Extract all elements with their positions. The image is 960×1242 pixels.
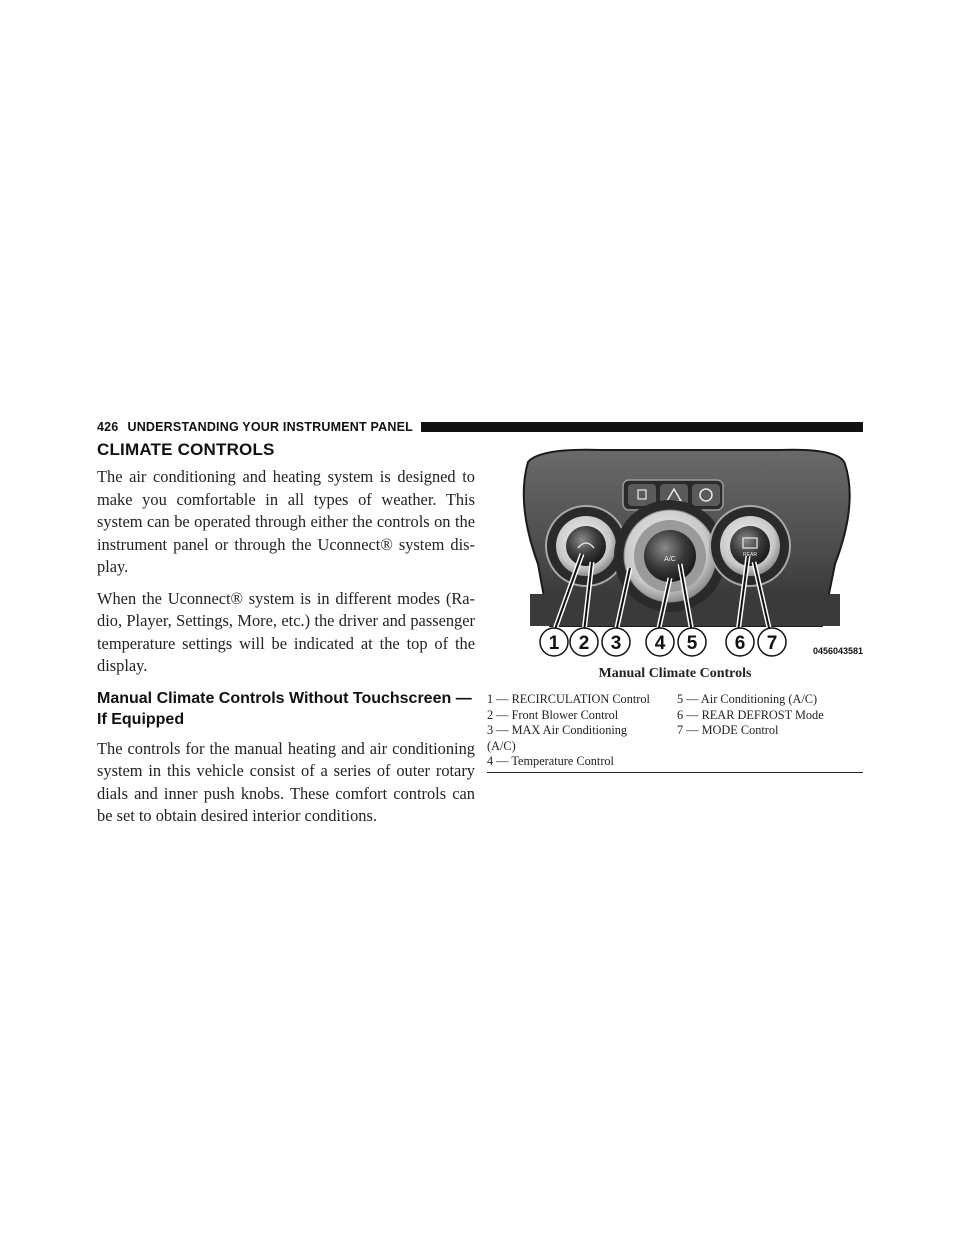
running-header-title: UNDERSTANDING YOUR INSTRUMENT PANEL	[127, 420, 413, 434]
legend-item: 4 — Temperature Control	[487, 754, 614, 768]
subsection-title-line1: Manual Climate Controls Without Touchscreen —	[97, 689, 472, 707]
legend-item: (A/C)	[487, 738, 516, 753]
paragraph-intro: The air conditioning and heating system is designed to make you comfortable in all types of weather. This system can be operated through either the controls on the instrument panel or through the Uconnect® system dis-play.	[97, 467, 475, 576]
callout-3: 3	[610, 633, 622, 654]
figure-caption: Manual Climate Controls	[598, 666, 752, 681]
main-text-column	[97, 440, 475, 837]
climate-controls-illustration	[510, 444, 865, 662]
callout-6: 6	[734, 633, 746, 654]
callout-7: 7	[766, 633, 778, 654]
page-number: 426	[97, 420, 119, 434]
callout-5: 5	[686, 633, 698, 654]
legend-item: 5 — Air Conditioning (A/C)	[677, 692, 818, 706]
legend-column-left	[487, 692, 677, 770]
paragraph-uconnect: When the Uconnect® system is in different modes (Ra-dio, Player, Settings, More, etc.) the driver and passenger temperature settings will be indicated at the top of the display.	[97, 588, 475, 675]
legend-item: 2 — Front Blower Control	[487, 707, 619, 722]
subsection-title	[97, 688, 475, 730]
header-rule	[421, 422, 863, 432]
section-title: CLIMATE CONTROLS	[97, 440, 275, 459]
subsection-title-line2: If Equipped	[97, 710, 185, 728]
paragraph-controls: The controls for the manual heating and air conditioning system in this vehicle consist of a series of outer rotary dials and inner push knobs. These comfort controls can be set to obtain desired interior conditions.	[97, 738, 475, 825]
figure-legend	[487, 692, 863, 770]
legend-item: 7 — MODE Control	[677, 723, 779, 737]
legend-rule	[487, 772, 863, 773]
left-dial	[546, 506, 626, 586]
figure-code: 0456043581	[812, 646, 863, 656]
callout-2: 2	[578, 633, 590, 654]
page-header	[97, 418, 863, 436]
ac-knob-label: A/C	[664, 556, 676, 563]
legend-item: 1 — RECIRCULATION Control	[487, 692, 650, 706]
legend-column-right	[677, 692, 863, 770]
legend-item: 6 — REAR DEFROST Mode	[677, 707, 824, 722]
callout-4: 4	[654, 633, 666, 654]
rear-knob-label: REAR	[743, 552, 757, 558]
center-dial	[614, 500, 726, 612]
right-dial	[710, 506, 790, 586]
legend-item: 3 — MAX Air Conditioning	[487, 723, 628, 737]
callout-1: 1	[548, 633, 560, 654]
